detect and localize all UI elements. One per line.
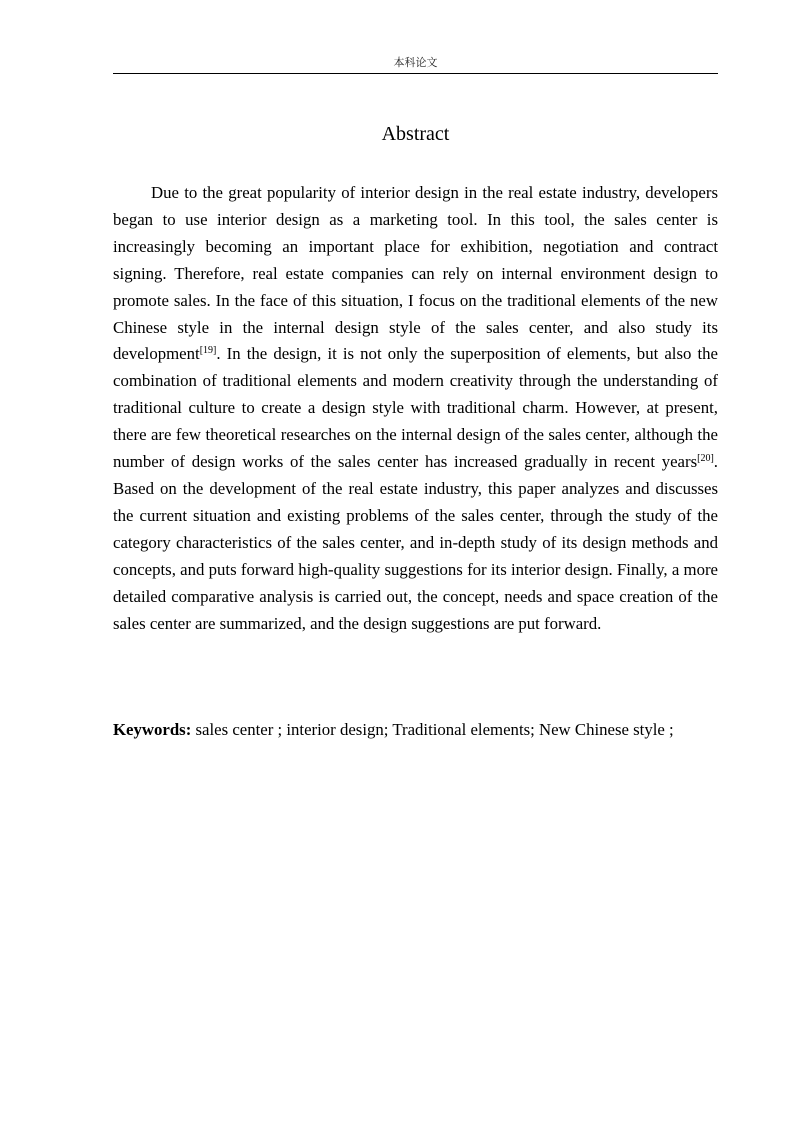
- abstract-text-part-2: . In the design, it is not only the superposition of elements, but also the combination of traditional elements and modern creativity through the understanding of traditional culture to create a design style with traditional charm. However, at present, there are few theoretical researches on the internal design of the sales center, although the number of design works of the sales center has increased gradually in recent years: [113, 344, 718, 472]
- keywords-label: Keywords:: [113, 720, 192, 739]
- abstract-paragraph: [113, 180, 718, 637]
- abstract-text-part-3: . Based on the development of the real estate industry, this paper analyzes and discusses the current situation and existing problems of the sales center, through the study of the category characteristics of the sales center, and in-depth study of its design methods and concepts, and puts forward high-quality suggestions for its interior design. Finally, a more detailed comparative analysis is carried out, the concept, needs and space creation of the sales center are summarized, and the design suggestions are put forward.: [113, 452, 718, 633]
- header-rule: [113, 73, 718, 74]
- citation-20: [20]: [697, 453, 714, 465]
- abstract-title: Abstract: [381, 123, 450, 145]
- abstract-text-part-1: Due to the great popularity of interior design in the real estate industry, developers began to use interior design as a marketing tool. In this tool, the sales center is increasingly becoming an important place for exhibition, negotiation and contract signing. Therefore, real estate companies can rely on internal environment design to promote sales. In the face of this situation, I focus on the traditional elements of the new Chinese style in the internal design style of the sales center, and also study its development: [113, 183, 718, 364]
- keywords-paragraph: [113, 717, 718, 744]
- keywords-text: sales center ; interior design; Traditional elements; New Chinese style ;: [195, 720, 674, 739]
- running-header: 本科论文: [393, 56, 438, 69]
- citation-19: [19]: [199, 345, 217, 357]
